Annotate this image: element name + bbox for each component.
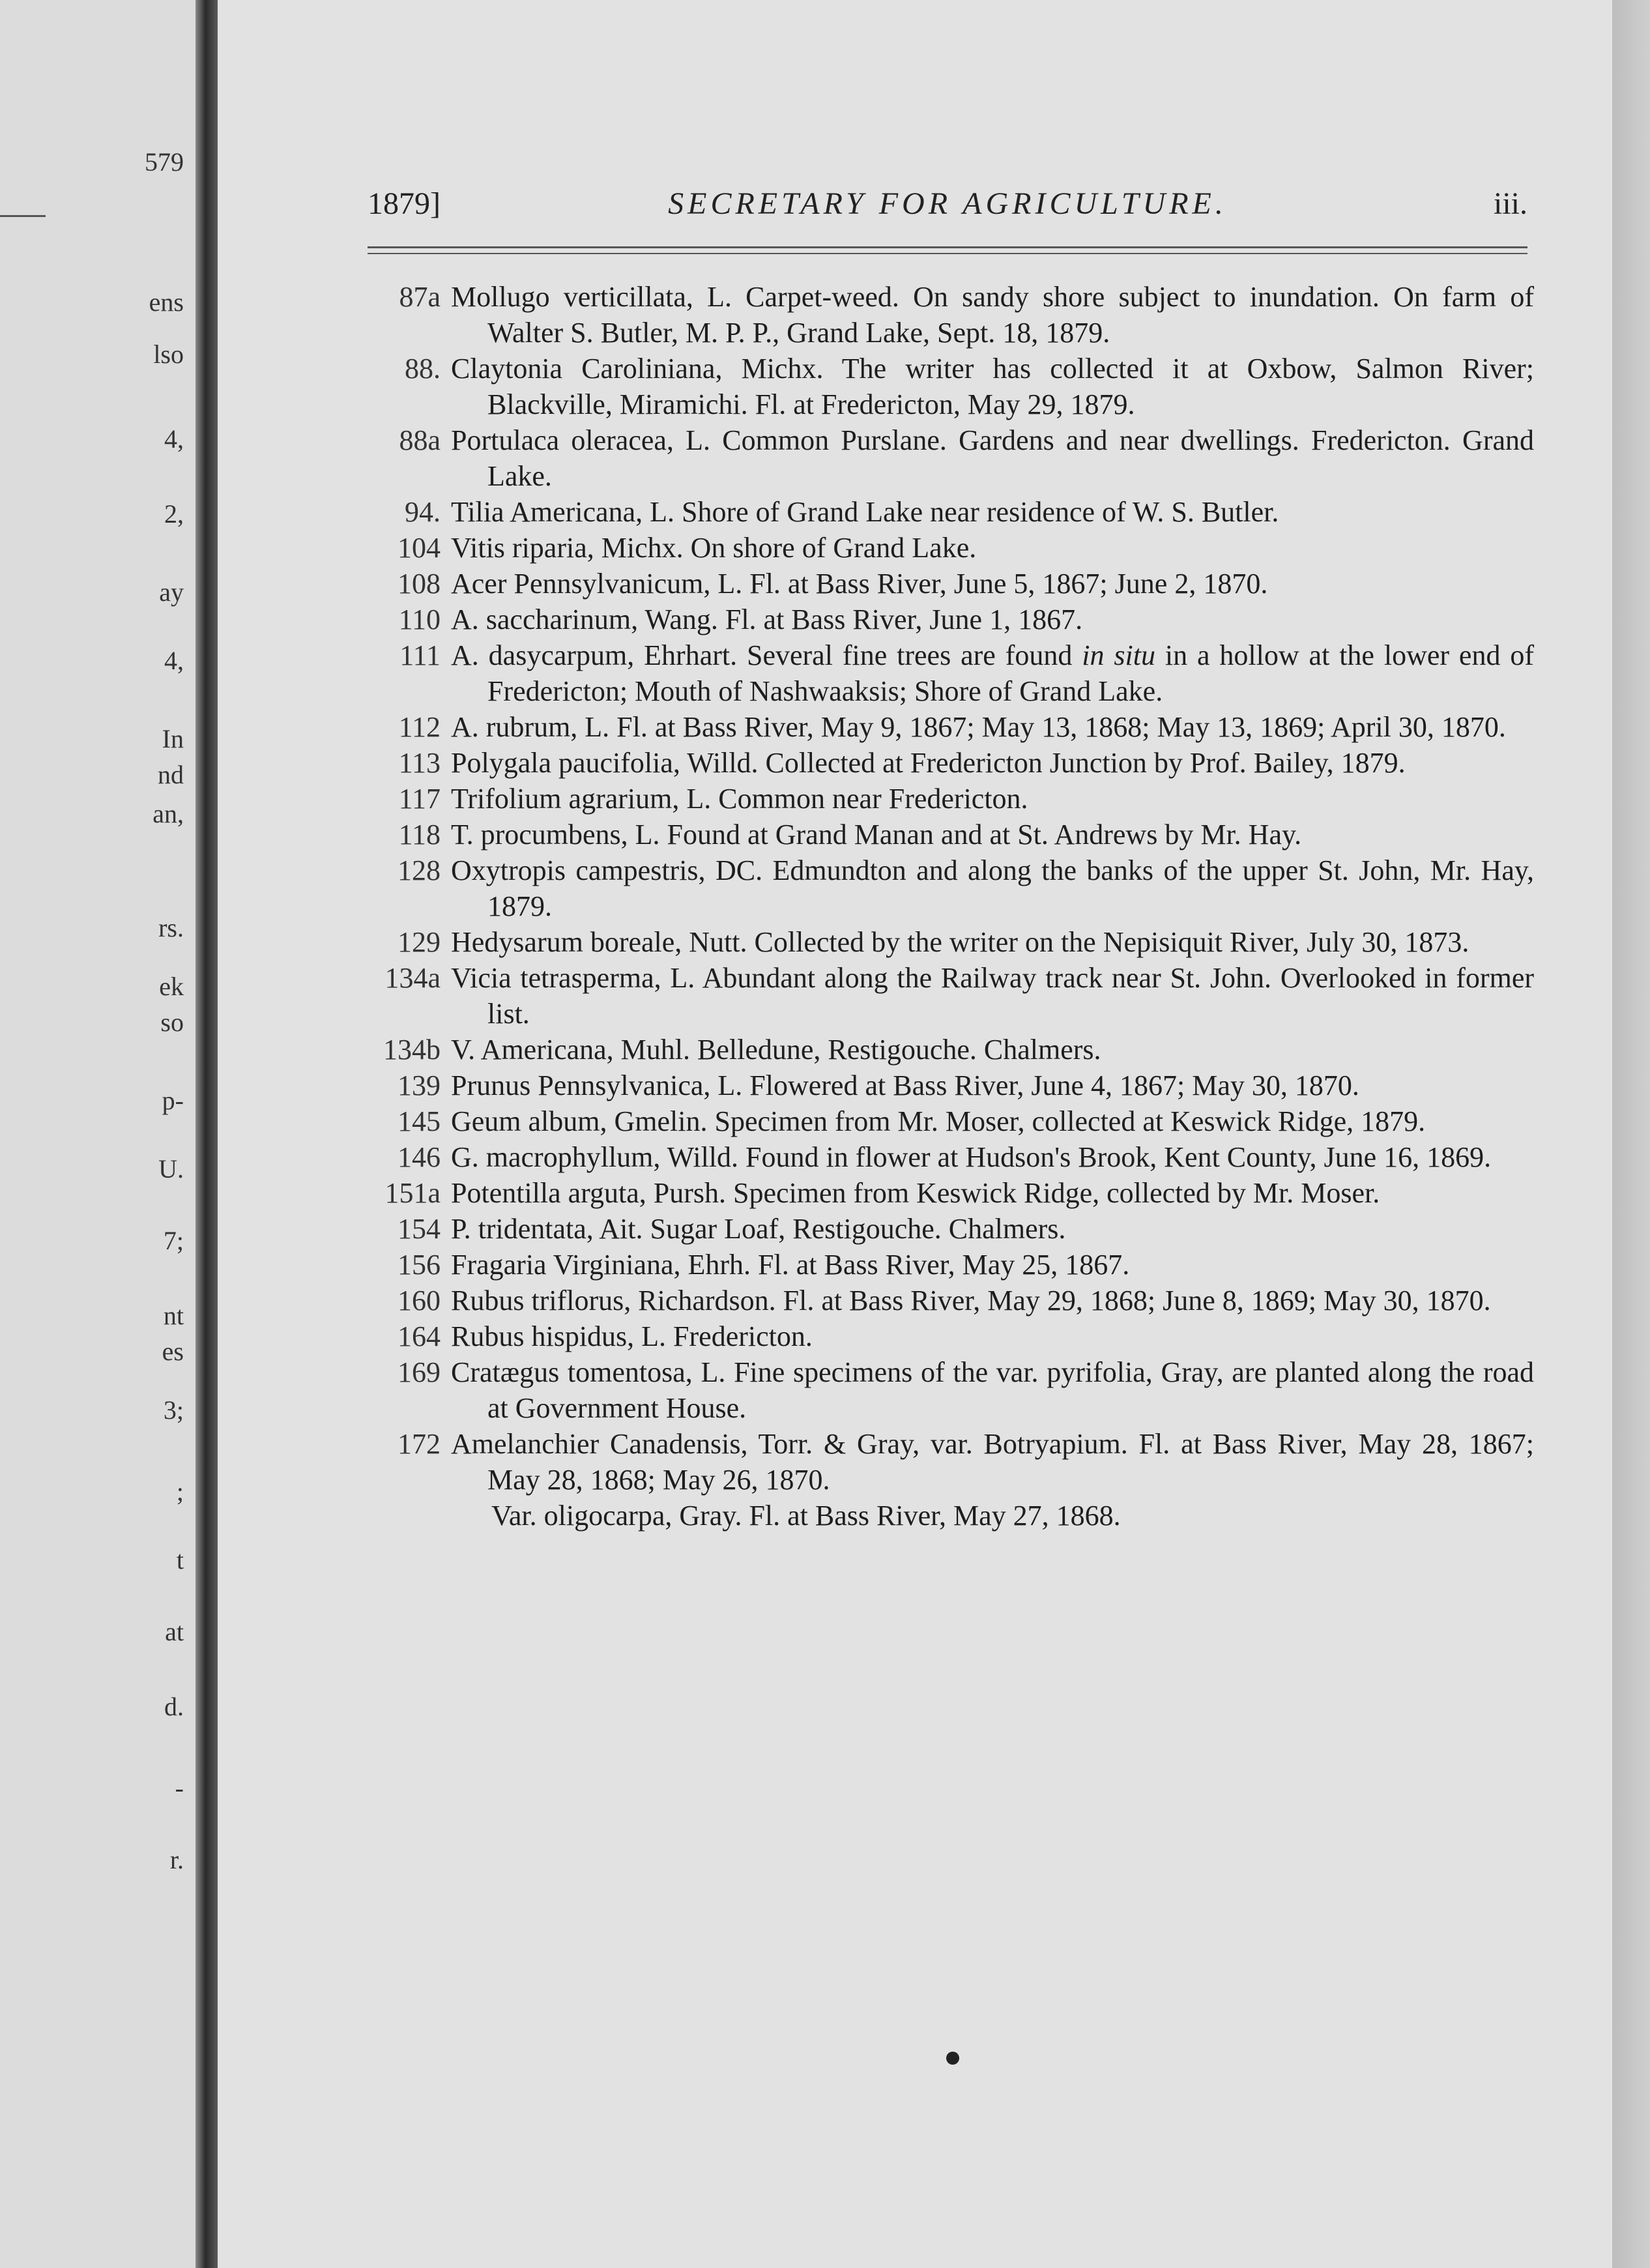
- left-page-fragment: r.: [169, 1845, 184, 1874]
- entry-text: Claytonia Caroliniana, Michx. The writer has collected it at Oxbow, Salmon River; Blackville, Miramichi. Fl. at Fredericton, May 29, 1879.: [451, 353, 1534, 420]
- list-item: [368, 852, 1534, 924]
- entry-number: 108: [398, 568, 441, 600]
- list-item: [368, 566, 1534, 602]
- entry-text: Amelanchier Canadensis, Torr. & Gray, var. Botryapium. Fl. at Bass River, May 28, 1867; May 28, 1868; May 26, 1870.: [451, 1428, 1534, 1496]
- entry-text: G. macrophyllum, Willd. Found in flower at Hudson's Brook, Kent County, June 16, 1869.: [451, 1141, 1492, 1173]
- entry-text: Oxytropis campestris, DC. Edmundton and along the banks of the upper St. John, Mr. Hay, 1879.: [451, 854, 1534, 922]
- entry-number: 134b: [383, 1034, 441, 1066]
- entry-number: 160: [398, 1285, 441, 1316]
- left-page-fragment: at: [165, 1617, 184, 1646]
- entry-text: Rubus triflorus, Richardson. Fl. at Bass River, May 29, 1868; June 8, 1869; May 30, 1870.: [451, 1285, 1491, 1316]
- entry-text: Vitis riparia, Michx. On shore of Grand Lake.: [451, 532, 977, 564]
- list-item: [368, 1211, 1534, 1247]
- entry-text: V. Americana, Muhl. Belledune, Restigouche. Chalmers.: [451, 1034, 1101, 1066]
- left-page-fragment: ay: [159, 577, 184, 607]
- left-page-edge: [0, 0, 195, 2268]
- left-page-fragment: ek: [159, 972, 184, 1001]
- list-item: [368, 422, 1534, 494]
- list-item: [368, 1318, 1534, 1354]
- document-page: [218, 0, 1612, 2268]
- list-item: [368, 1139, 1534, 1175]
- entry-number: 111: [399, 639, 441, 671]
- left-page-fragment: an,: [152, 799, 184, 828]
- printer-mark-dot: [946, 2052, 959, 2065]
- entry-text: Potentilla arguta, Pursh. Specimen from Keswick Ridge, collected by Mr. Moser.: [451, 1177, 1380, 1209]
- list-item: [368, 1175, 1534, 1211]
- list-item: [368, 602, 1534, 637]
- entry-number: 169: [398, 1356, 441, 1388]
- left-page-fragment: 7;: [163, 1226, 184, 1255]
- entry-number: 151a: [384, 1177, 441, 1209]
- list-item: [368, 1247, 1534, 1283]
- entry-number: 88a: [399, 424, 441, 456]
- header-rule-bottom: [368, 253, 1527, 254]
- entry-text: Polygala paucifolia, Willd. Collected at Fredericton Junction by Prof. Bailey, 1879.: [451, 747, 1406, 779]
- entry-number: 87a: [399, 281, 441, 313]
- entry-number: 154: [398, 1213, 441, 1245]
- entry-text: Prunus Pennsylvanica, L. Flowered at Bass River, June 4, 1867; May 30, 1870.: [451, 1069, 1359, 1101]
- entry-text: Cratægus tomentosa, L. Fine specimens of the var. pyrifolia, Gray, are planted along the road at Government House.: [451, 1356, 1534, 1424]
- entry-number: 117: [398, 783, 441, 815]
- right-page-edge: [1612, 0, 1650, 2268]
- entry-text: Hedysarum boreale, Nutt. Collected by the writer on the Nepisiquit River, July 30, 1873.: [451, 926, 1469, 958]
- entry-text: A. dasycarpum, Ehrhart. Several fine trees are found in situ in a hollow at the lower end of Fredericton; Mouth of Nashwaaksis; Shore of Grand Lake.: [451, 639, 1535, 707]
- left-page-fragment: -: [175, 1773, 184, 1803]
- entry-text: Rubus hispidus, L. Fredericton.: [451, 1320, 813, 1352]
- header-page-number: iii.: [1493, 186, 1527, 221]
- list-item: [368, 1032, 1534, 1068]
- book-gutter: [195, 0, 218, 2268]
- list-item: [368, 1283, 1534, 1318]
- entry-number: 112: [398, 711, 441, 743]
- list-item: [368, 1068, 1534, 1103]
- list-item: [368, 924, 1534, 960]
- left-page-fragment: 4,: [164, 646, 184, 675]
- left-page-fragment: In: [162, 724, 184, 753]
- entry-number: 88.: [405, 353, 441, 385]
- entry-number: 156: [398, 1249, 441, 1281]
- entry-text: T. procumbens, L. Found at Grand Manan and at St. Andrews by Mr. Hay.: [451, 819, 1302, 850]
- left-page-fragment: nt: [163, 1301, 184, 1330]
- left-page-fragment: lso: [153, 340, 184, 369]
- entry-number: 104: [398, 532, 441, 564]
- list-item: [368, 960, 1534, 1032]
- left-page-fragment: 4,: [164, 424, 184, 454]
- list-item: [368, 494, 1534, 530]
- entry-number: 110: [398, 603, 441, 635]
- left-page-fragment: ens: [149, 287, 184, 317]
- entry-number: 164: [398, 1320, 441, 1352]
- entry-number: 172: [398, 1428, 441, 1460]
- left-page-fragment: 3;: [163, 1395, 184, 1425]
- list-item: [368, 530, 1534, 566]
- header-year: 1879]: [368, 186, 441, 221]
- list-item: [368, 1354, 1534, 1426]
- header-title: SECRETARY FOR AGRICULTURE.: [668, 186, 1227, 221]
- left-page-fragment: nd: [158, 760, 184, 789]
- left-page-fragment: p-: [162, 1086, 184, 1115]
- entry-number: 145: [398, 1105, 441, 1137]
- left-page-fragment: so: [160, 1008, 184, 1037]
- list-item: [368, 351, 1534, 422]
- entry-text: Trifolium agrarium, L. Common near Fredericton.: [451, 783, 1028, 815]
- entry-text: A. rubrum, L. Fl. at Bass River, May 9, 1867; May 13, 1868; May 13, 1869; April 30, 1870.: [451, 711, 1506, 743]
- list-item: [368, 1426, 1534, 1498]
- entry-text: Acer Pennsylvanicum, L. Fl. at Bass River, June 5, 1867; June 2, 1870.: [451, 568, 1268, 600]
- list-item: [368, 1103, 1534, 1139]
- left-page-fragment: U.: [158, 1154, 184, 1184]
- entry-number: 139: [398, 1069, 441, 1101]
- entry-number: 118: [398, 819, 441, 850]
- entry-text: Mollugo verticillata, L. Carpet-weed. On sandy shore subject to inundation. On farm of Walter S. Butler, M. P. P., Grand Lake, Sept. 18, 1879.: [451, 281, 1534, 349]
- entry-text: A. saccharinum, Wang. Fl. at Bass River, June 1, 1867.: [451, 603, 1083, 635]
- entry-text: P. tridentata, Ait. Sugar Loaf, Restigouche. Chalmers.: [451, 1213, 1066, 1245]
- left-page-fragment: 579: [145, 147, 184, 177]
- left-page-fragment: es: [162, 1337, 184, 1366]
- entry-number: 129: [398, 926, 441, 958]
- list-item: [368, 279, 1534, 351]
- left-page-fragment: t: [176, 1545, 184, 1575]
- running-header: [368, 186, 1527, 231]
- left-page-fragment: d.: [164, 1692, 184, 1721]
- left-page-fragment: ;: [176, 1477, 184, 1506]
- left-page-rule: [0, 215, 46, 217]
- entry-text: Geum album, Gmelin. Specimen from Mr. Moser, collected at Keswick Ridge, 1879.: [451, 1105, 1426, 1137]
- entry-number: 134a: [384, 962, 441, 994]
- list-item: [368, 781, 1534, 817]
- entry-text: Tilia Americana, L. Shore of Grand Lake near residence of W. S. Butler.: [451, 496, 1279, 528]
- species-list: [368, 279, 1534, 1534]
- list-item: [368, 745, 1534, 781]
- entry-text: Fragaria Virginiana, Ehrh. Fl. at Bass River, May 25, 1867.: [451, 1249, 1130, 1281]
- list-item: [368, 637, 1534, 709]
- entry-text: Vicia tetrasperma, L. Abundant along the Railway track near St. John. Overlooked in former list.: [451, 962, 1534, 1030]
- entry-text: Portulaca oleracea, L. Common Purslane. Gardens and near dwellings. Fredericton. Grand Lake.: [451, 424, 1534, 492]
- entry-number: 94.: [405, 496, 441, 528]
- entry-continuation: Var. oligocarpa, Gray. Fl. at Bass River, May 27, 1868.: [491, 1500, 1121, 1532]
- list-item: [368, 709, 1534, 745]
- entry-number: 146: [398, 1141, 441, 1173]
- header-rule-top: [368, 246, 1527, 248]
- left-page-fragment: 2,: [164, 499, 184, 529]
- entry-number: 128: [398, 854, 441, 886]
- list-item: [368, 817, 1534, 852]
- entry-number: 113: [398, 747, 441, 779]
- left-page-fragment: rs.: [158, 913, 184, 942]
